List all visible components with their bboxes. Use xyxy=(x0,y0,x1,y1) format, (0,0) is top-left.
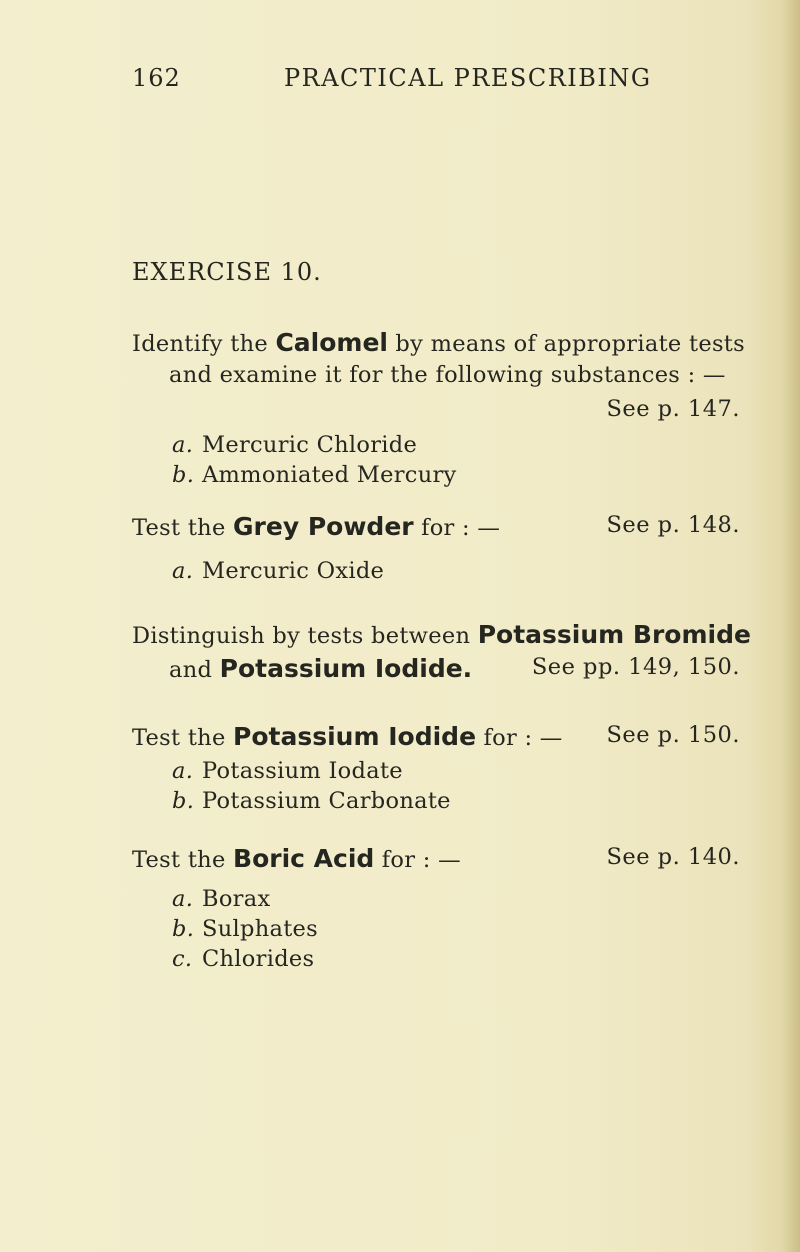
text: for : — xyxy=(476,725,563,751)
exercise-title: EXERCISE 10. xyxy=(132,258,322,286)
page-reference: See p. 148. xyxy=(606,512,740,538)
section-distinguish-line-2 xyxy=(169,654,472,683)
item-marker: b. xyxy=(172,916,195,942)
drug-name-grey-powder: Grey Powder xyxy=(233,512,414,541)
drug-name-calomel: Calomel xyxy=(275,328,388,357)
page-edge-shadow xyxy=(782,0,800,1252)
text: Identify the xyxy=(132,331,276,357)
text: Distinguish by tests between xyxy=(132,623,478,649)
text: Test the xyxy=(132,725,234,751)
text: by means of appropriate tests xyxy=(387,331,745,357)
running-head: PRACTICAL PRESCRIBING xyxy=(284,64,652,92)
text: for : — xyxy=(413,515,501,541)
item-text: Borax xyxy=(202,886,271,912)
text: for : — xyxy=(374,847,461,873)
item-text: Sulphates xyxy=(202,916,319,942)
page-header xyxy=(0,64,800,100)
item-marker: b. xyxy=(172,788,195,814)
item-marker: a. xyxy=(172,558,194,584)
item-marker: c. xyxy=(172,946,193,972)
section-calomel-line-1 xyxy=(132,328,745,357)
section-distinguish-line-1 xyxy=(132,620,751,649)
section-boric-acid-line xyxy=(132,844,461,873)
text: Test the xyxy=(132,515,234,541)
list-item xyxy=(172,758,403,784)
list-item xyxy=(172,946,314,972)
drug-name-boric-acid: Boric Acid xyxy=(233,844,375,873)
list-item xyxy=(172,432,417,458)
page-reference: See p. 147. xyxy=(606,396,740,422)
list-item xyxy=(172,916,318,942)
item-marker: b. xyxy=(172,462,195,488)
item-marker: a. xyxy=(172,432,194,458)
section-grey-powder-line xyxy=(132,512,500,541)
list-item xyxy=(172,886,270,912)
section-calomel-line-2: and examine it for the following substances : — xyxy=(169,362,726,388)
item-marker: a. xyxy=(172,758,194,784)
item-text: Mercuric Chloride xyxy=(202,432,418,458)
list-item xyxy=(172,462,457,488)
item-text: Ammoniated Mercury xyxy=(202,462,457,488)
page-number: 162 xyxy=(132,64,181,92)
page-reference: See p. 150. xyxy=(606,722,740,748)
item-marker: a. xyxy=(172,886,194,912)
drug-name-potassium-iodide: Potassium Iodide xyxy=(233,722,477,751)
list-item xyxy=(172,788,451,814)
text: and xyxy=(169,657,220,683)
drug-name-potassium-bromide: Potassium Bromide xyxy=(477,620,751,649)
page-reference: See p. 140. xyxy=(606,844,740,870)
item-text: Potassium Carbonate xyxy=(202,788,451,814)
drug-name-potassium-iodide: Potassium Iodide. xyxy=(219,654,473,683)
item-text: Mercuric Oxide xyxy=(202,558,385,584)
page-reference: See pp. 149, 150. xyxy=(531,654,740,680)
list-item xyxy=(172,558,384,584)
item-text: Potassium Iodate xyxy=(202,758,403,784)
text: Test the xyxy=(132,847,234,873)
item-text: Chlorides xyxy=(202,946,315,972)
section-potassium-iodide-line xyxy=(132,722,563,751)
